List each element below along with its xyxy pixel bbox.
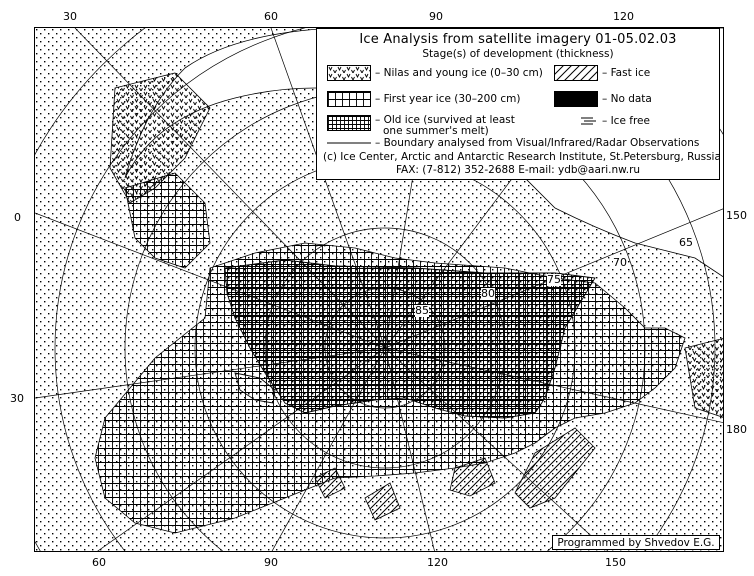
legend-boundary: – Boundary analysed from Visual/Infrared/Radar Observations bbox=[375, 137, 700, 149]
legend-box bbox=[316, 28, 720, 180]
old-ice-area bbox=[225, 260, 595, 418]
lon-label-bottom-120: 120 bbox=[427, 556, 448, 569]
lon-label-top-30: 30 bbox=[63, 10, 77, 23]
lon-label-top-90: 90 bbox=[429, 10, 443, 23]
lon-label-top-60: 60 bbox=[264, 10, 278, 23]
legend-contact: FAX: (7-812) 352-2688 E-mail: ydb@aari.nw.ru bbox=[395, 164, 641, 176]
legend-first-year: – First year ice (30–200 cm) bbox=[375, 93, 521, 105]
swatch-old-ice bbox=[327, 115, 371, 131]
lat-label-85: 85 bbox=[415, 304, 429, 317]
lon-label-bottom-150: 150 bbox=[605, 556, 626, 569]
legend-ice-free: – Ice free bbox=[602, 115, 650, 127]
lon-label-right-150: 150 bbox=[726, 209, 747, 222]
legend-no-data: – No data bbox=[602, 93, 652, 105]
lat-label-75: 75 bbox=[547, 273, 561, 286]
credit-box: Programmed by Shvedov E.G. bbox=[552, 535, 720, 550]
swatch-first-year bbox=[327, 91, 371, 107]
swatch-fast-ice bbox=[554, 65, 598, 81]
swatch-no-data bbox=[554, 91, 598, 107]
lon-label-top-120: 120 bbox=[613, 10, 634, 23]
ice-free-icon bbox=[579, 115, 599, 127]
legend-title: Ice Analysis from satellite imagery 01-05.02.03 bbox=[359, 32, 677, 47]
lon-label-bottom-90: 90 bbox=[264, 556, 278, 569]
boundary-line-icon bbox=[327, 140, 371, 146]
legend-nilas: – Nilas and young ice (0–30 cm) bbox=[375, 67, 543, 79]
legend-fast-ice: – Fast ice bbox=[602, 67, 651, 79]
lon-label-left-30: 30 bbox=[10, 392, 24, 405]
swatch-nilas bbox=[327, 65, 371, 81]
lat-label-65: 65 bbox=[679, 236, 693, 249]
legend-subtitle: Stage(s) of development (thickness) bbox=[422, 48, 614, 60]
legend-old-ice-line1: – Old ice (survived at least bbox=[375, 114, 515, 126]
lat-label-80: 80 bbox=[481, 287, 495, 300]
legend-copyright: (c) Ice Center, Arctic and Antarctic Research Institute, St.Petersburg, Russia bbox=[323, 151, 721, 163]
legend-old-ice-line2: one summer's melt) bbox=[383, 125, 489, 137]
lon-label-bottom-60: 60 bbox=[92, 556, 106, 569]
lat-label-70: 70 bbox=[613, 256, 627, 269]
lon-label-right-180: 180 bbox=[726, 423, 747, 436]
lon-label-left-0: 0 bbox=[14, 211, 21, 224]
